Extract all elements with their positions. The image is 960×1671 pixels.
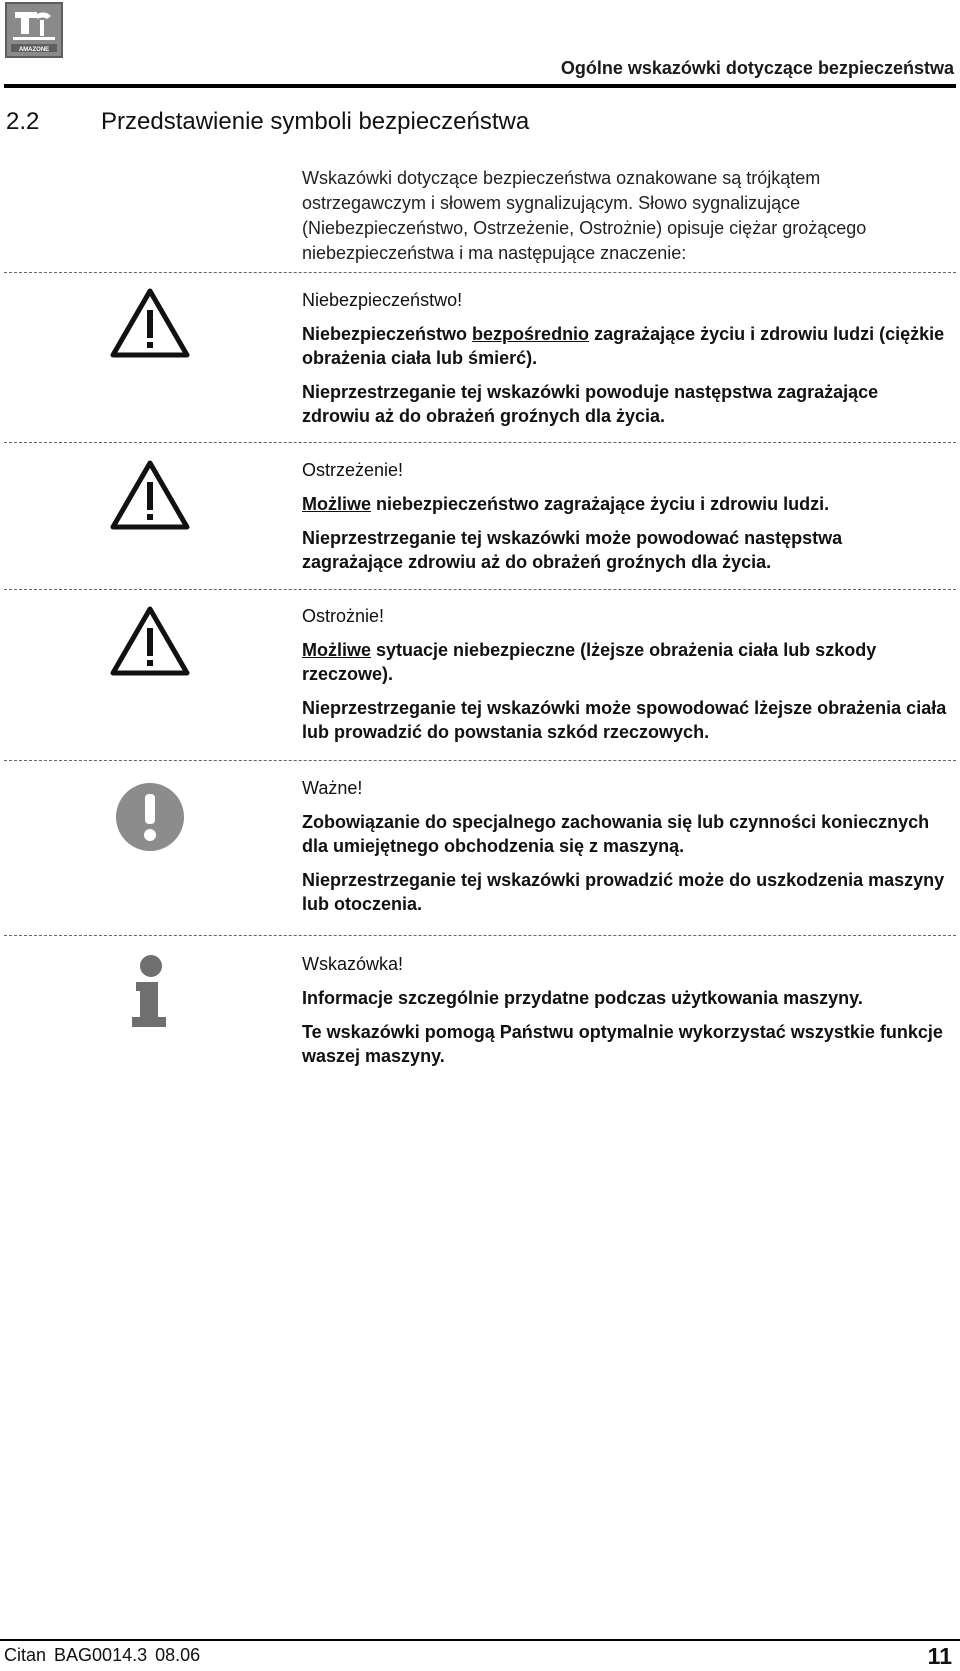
warning-triangle-icon [110, 460, 190, 530]
footer-document-info [4, 1645, 208, 1666]
page-number: 11 [927, 1643, 952, 1669]
danger-description-prefix: Niebezpieczeństwo [302, 324, 473, 344]
footer-product: Citan [4, 1645, 47, 1665]
caution-description-emphasis: Możliwe [302, 640, 372, 660]
amazone-logo-icon [7, 4, 61, 56]
warning-consequence: Nieprzestrzeganie tej wskazówki może powodować następstwa zagrażające zdrowiu aż do obrażeń groźnych dla życia. [302, 528, 843, 572]
warning-triangle-icon [110, 288, 190, 358]
separator [4, 935, 956, 936]
warning-description-rest: niebezpieczeństwo zagrażające życiu i zdrowiu ludzi. [371, 494, 830, 514]
danger-description-rest: zagrażające życiu i zdrowiu ludzi (ciężkie obrażenia ciała lub śmierć). [302, 324, 945, 368]
note-block [302, 952, 947, 1078]
caution-title: Ostrożnie! [302, 606, 385, 626]
caution-consequence: Nieprzestrzeganie tej wskazówki może spowodować lżejsze obrażenia ciała lub prowadzić do powstania szkód rzeczowych. [302, 698, 947, 742]
separator [4, 589, 956, 590]
warning-triangle-icon [110, 606, 190, 676]
warning-description [302, 492, 947, 516]
svg-text:AMAZONE: AMAZONE [18, 47, 50, 53]
danger-block [302, 288, 947, 438]
intro-paragraph: Wskazówki dotyczące bezpieczeństwa oznakowane są trójkątem ostrzegawczym i słowem sygnalizującym. Słowo sygnalizujące (Niebezpieczeństwo, Ostrzeżenie, Ostrożnie) opisuje ciężar grożącego niebezpieczeństwa i ma następujące znaczenie: [302, 168, 867, 263]
footer-rule [0, 1639, 960, 1641]
caution-block [302, 604, 947, 754]
separator [4, 442, 956, 443]
important-block [302, 776, 947, 926]
danger-description-emphasis: bezpośrednio [472, 324, 590, 344]
section-title: Przedstawienie symboli bezpieczeństwa [101, 108, 530, 135]
important-title: Ważne! [302, 778, 363, 798]
note-description: Informacje szczególnie przydatne podczas użytkowania maszyny. [302, 988, 863, 1008]
running-header-title: Ogólne wskazówki dotyczące bezpieczeństwa [560, 58, 954, 78]
note-title: Wskazówka! [302, 954, 404, 974]
danger-description [302, 322, 947, 370]
separator [4, 760, 956, 761]
caution-description-rest: sytuacje niebezpieczne (lżejsze obrażenia ciała lub szkody rzeczowe). [302, 640, 877, 684]
footer-doc-code: BAG0014.3 [54, 1645, 148, 1665]
section-heading [6, 108, 529, 136]
important-consequence: Nieprzestrzeganie tej wskazówki prowadzić może do uszkodzenia maszyny lub otoczenia. [302, 870, 945, 914]
important-description: Zobowiązanie do specjalnego zachowania się lub czynności koniecznych dla umiejętnego obchodzenia się z maszyną. [302, 812, 930, 856]
header-rule [4, 84, 956, 88]
note-consequence: Te wskazówki pomogą Państwu optymalnie wykorzystać wszystkie funkcje waszej maszyny. [302, 1022, 943, 1066]
exclamation-circle-icon [115, 782, 185, 852]
caution-description [302, 638, 947, 686]
info-icon [130, 955, 170, 1027]
amazone-logo [5, 2, 63, 58]
footer-date: 08.06 [155, 1645, 201, 1665]
separator [4, 272, 956, 273]
warning-description-emphasis: Możliwe [302, 494, 372, 514]
danger-consequence: Nieprzestrzeganie tej wskazówki powoduje następstwa zagrażające zdrowiu aż do obrażeń groźnych dla życia. [302, 382, 879, 426]
danger-title: Niebezpieczeństwo! [302, 290, 463, 310]
warning-title: Ostrzeżenie! [302, 460, 404, 480]
warning-block [302, 458, 947, 584]
section-number: 2.2 [6, 108, 40, 135]
